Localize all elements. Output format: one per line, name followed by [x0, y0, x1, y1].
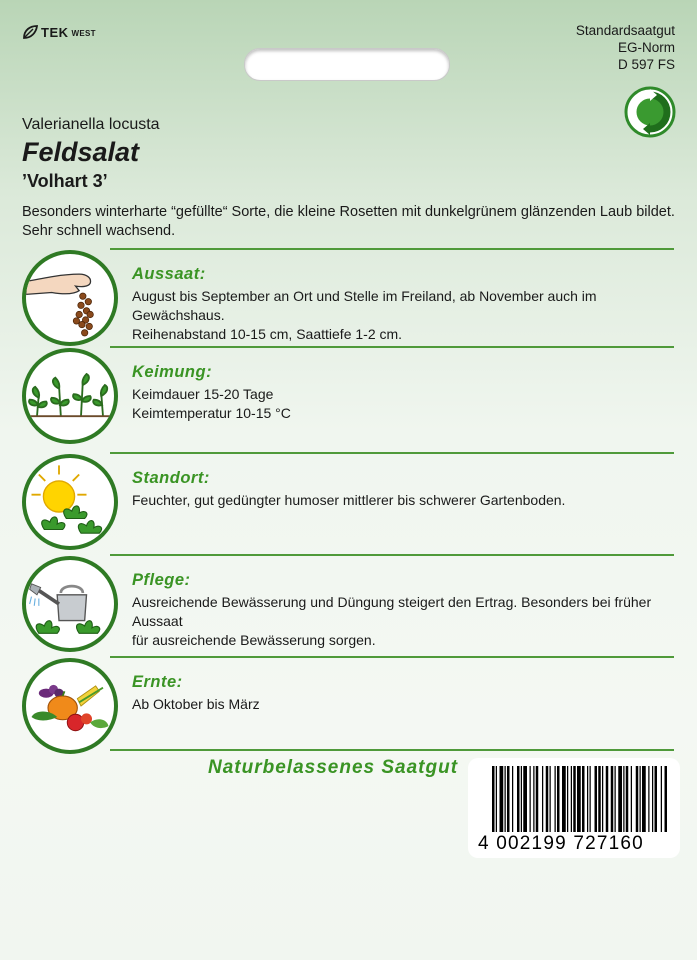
section-ernte: [22, 656, 674, 756]
section-title: Standort:: [132, 469, 210, 487]
barcode-bar: [642, 766, 646, 832]
barcode-bar: [517, 766, 520, 832]
section-line: August bis September an Ort und Stelle im Freiland, ab November auch im Gewächshaus.: [132, 288, 597, 323]
barcode-bar: [595, 766, 598, 832]
barcode-bar: [631, 766, 632, 832]
section-standort: [22, 452, 674, 552]
vegetable-harvest-icon: [22, 658, 118, 754]
section-line: für ausreichende Bewässerung sorgen.: [132, 632, 376, 648]
section-text: [132, 695, 672, 714]
barcode: [468, 758, 680, 858]
barcode-bar: [557, 766, 560, 832]
slogan: Naturbelassenes Saatgut: [208, 757, 459, 778]
barcode-bar: [606, 766, 609, 832]
section-text: [132, 491, 672, 510]
standard-info: [576, 22, 675, 73]
barcode-bars: [492, 766, 668, 832]
sun-location-icon: [22, 454, 118, 550]
section-title: Aussaat:: [132, 265, 206, 283]
barcode-bar: [523, 766, 527, 832]
barcode-bar: [562, 766, 566, 832]
barcode-bar: [661, 766, 662, 832]
barcode-bar: [573, 766, 576, 832]
hang-hole: [244, 48, 450, 81]
barcode-bar: [652, 766, 653, 832]
barcode-bar: [533, 766, 534, 832]
barcode-bar: [665, 766, 668, 832]
barcode-bar: [542, 766, 543, 832]
standard-line-3: D 597 FS: [617, 57, 675, 72]
barcode-bar: [512, 766, 513, 832]
barcode-bar: [555, 766, 556, 832]
barcode-bar: [577, 766, 581, 832]
barcode-bar: [623, 766, 624, 832]
section-line: Ausreichende Bewässerung und Düngung steigert den Ertrag. Besonders bei früher Aussaat: [132, 594, 652, 629]
barcode-bar: [546, 766, 549, 832]
barcode-bar: [648, 766, 649, 832]
barcode-bar: [521, 766, 522, 832]
barcode-bar: [587, 766, 588, 832]
germination-sprouts-icon: [22, 348, 118, 444]
watering-can-icon: [22, 556, 118, 652]
barcode-bar: [582, 766, 585, 832]
section-line: Reihenabstand 10-15 cm, Saattiefe 1-2 cm.: [132, 326, 403, 342]
section-divider: [110, 554, 674, 556]
product-name: Feldsalat: [22, 137, 140, 167]
barcode-bar: [615, 766, 616, 832]
section-line: Feuchter, gut gedüngter humoser mittlerer bis schwerer Gartenboden.: [132, 492, 566, 508]
barcode-bar: [567, 766, 568, 832]
barcode-bar: [500, 766, 504, 832]
barcode-bar: [492, 766, 495, 832]
standard-line-1: Standardsaatgut: [575, 23, 675, 38]
barcode-bar: [505, 766, 506, 832]
section-line: Keimdauer 15-20 Tage: [132, 386, 274, 402]
barcode-bar: [530, 766, 531, 832]
section-text: [132, 593, 672, 650]
barcode-bar: [611, 766, 614, 832]
brand-suffix: WEST: [71, 29, 96, 38]
barcode-bar: [598, 766, 601, 832]
barcode-bar: [571, 766, 572, 832]
barcode-bar: [636, 766, 639, 832]
section-divider: [110, 452, 674, 454]
section-aussaat: [22, 248, 674, 348]
brand-logo: [22, 24, 96, 40]
barcode-bar: [626, 766, 629, 832]
barcode-bar: [655, 766, 658, 832]
barcode-bar: [602, 766, 603, 832]
brand-name: TEK: [41, 24, 69, 40]
section-line: Keimtemperatur 10-15 °C: [132, 405, 291, 421]
barcode-bar: [550, 766, 551, 832]
section-text: [132, 287, 672, 344]
variety-name: ’Volhart 3’: [22, 171, 108, 191]
barcode-bar: [590, 766, 591, 832]
section-divider: [110, 248, 674, 250]
section-pflege: [22, 554, 674, 654]
barcode-bar: [536, 766, 539, 832]
section-line: Ab Oktober bis März: [132, 696, 260, 712]
leaf-logo-icon: [22, 24, 38, 40]
barcode-bar: [507, 766, 510, 832]
barcode-number: 4 002199 727160: [478, 833, 644, 854]
latin-name: Valerianella locusta: [22, 116, 160, 133]
bottom-divider: [110, 749, 674, 751]
section-title: Keimung:: [132, 363, 213, 381]
product-description: Besonders winterharte “gefüllte“ Sorte, die kleine Rosetten mit dunkelgrünem glänzenden Laub bildet. Sehr schnell wachsend.: [22, 204, 675, 239]
section-text: [132, 385, 672, 423]
section-title: Pflege:: [132, 571, 191, 589]
barcode-bar: [640, 766, 641, 832]
standard-line-2: EG-Norm: [618, 40, 675, 55]
green-dot-recycle-icon: [624, 86, 676, 138]
section-divider: [110, 656, 674, 658]
sowing-hand-icon: [22, 250, 118, 346]
section-divider: [110, 346, 674, 348]
section-keimung: [22, 346, 674, 446]
barcode-bar: [496, 766, 497, 832]
barcode-bar: [618, 766, 622, 832]
section-title: Ernte:: [132, 673, 183, 691]
